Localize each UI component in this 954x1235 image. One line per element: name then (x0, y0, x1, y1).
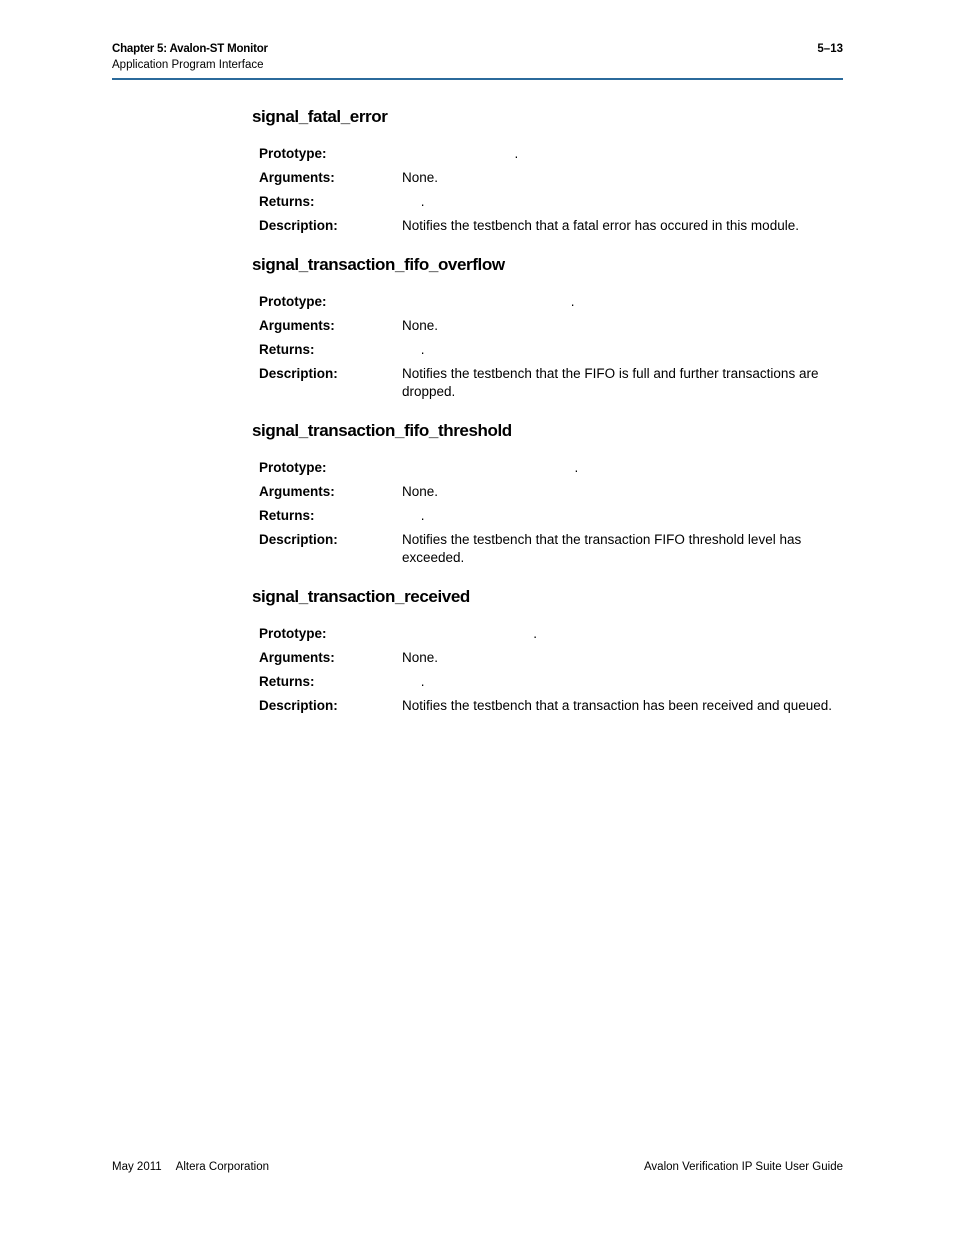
section-title: Application Program Interface (112, 59, 264, 71)
prototype-value: . (402, 294, 575, 309)
description-label: Description: (259, 366, 338, 381)
api-title: signal_transaction_fifo_threshold (252, 421, 512, 440)
prototype-row (252, 459, 842, 477)
returns-value: . (402, 674, 425, 689)
api-entry-signal-fatal-error (252, 105, 842, 235)
returns-value: . (402, 508, 425, 523)
returns-value: . (402, 342, 425, 357)
api-title: signal_fatal_error (252, 107, 388, 126)
prototype-label: Prototype: (259, 294, 327, 309)
page-header (112, 43, 843, 80)
footer-organization: Altera Corporation (175, 1161, 269, 1173)
returns-label: Returns: (259, 342, 315, 357)
description-row (252, 217, 842, 235)
api-entry-signal-transaction-fifo-threshold (252, 419, 842, 567)
chapter-title: Chapter 5: Avalon-ST Monitor (112, 43, 268, 55)
arguments-label: Arguments: (259, 484, 335, 499)
description-row (252, 365, 842, 401)
description-label: Description: (259, 698, 338, 713)
arguments-row (252, 317, 842, 335)
returns-row (252, 673, 842, 691)
returns-row (252, 341, 842, 359)
arguments-label: Arguments: (259, 318, 335, 333)
returns-label: Returns: (259, 194, 315, 209)
returns-row (252, 193, 842, 211)
description-row (252, 697, 842, 715)
arguments-row (252, 483, 842, 501)
api-content (252, 105, 842, 733)
returns-value: . (402, 194, 425, 209)
prototype-value: . (402, 626, 538, 641)
description-value: Notifies the testbench that a fatal error has occured in this module. (402, 218, 799, 233)
arguments-row (252, 169, 842, 187)
arguments-label: Arguments: (259, 650, 335, 665)
api-title: signal_transaction_received (252, 587, 470, 606)
api-title: signal_transaction_fifo_overflow (252, 255, 505, 274)
api-entry-signal-transaction-fifo-overflow (252, 253, 842, 401)
footer-guide-title: Avalon Verification IP Suite User Guide (643, 1161, 843, 1173)
prototype-label: Prototype: (259, 460, 327, 475)
returns-label: Returns: (259, 508, 315, 523)
prototype-value: . (402, 146, 519, 161)
description-label: Description: (259, 218, 338, 233)
description-value: Notifies the testbench that the FIFO is full and further transactions are dropped. (402, 366, 823, 399)
footer-left (112, 1161, 269, 1173)
returns-row (252, 507, 842, 525)
arguments-row (252, 649, 842, 667)
footer-date: May 2011 (112, 1161, 162, 1173)
arguments-value: None. (402, 650, 439, 665)
arguments-value: None. (402, 170, 439, 185)
description-label: Description: (259, 532, 338, 547)
arguments-label: Arguments: (259, 170, 335, 185)
prototype-row (252, 625, 842, 643)
description-value: Notifies the testbench that the transaction FIFO threshold level has exceeded. (402, 532, 805, 565)
page-number: 5–13 (817, 43, 843, 55)
prototype-value: . (402, 460, 579, 475)
prototype-row (252, 145, 842, 163)
prototype-label: Prototype: (259, 146, 327, 161)
prototype-label: Prototype: (259, 626, 327, 641)
api-entry-signal-transaction-received (252, 585, 842, 715)
arguments-value: None. (402, 484, 439, 499)
arguments-value: None. (402, 318, 439, 333)
returns-label: Returns: (259, 674, 315, 689)
description-row (252, 531, 842, 567)
description-value: Notifies the testbench that a transaction has been received and queued. (402, 698, 833, 713)
prototype-row (252, 293, 842, 311)
